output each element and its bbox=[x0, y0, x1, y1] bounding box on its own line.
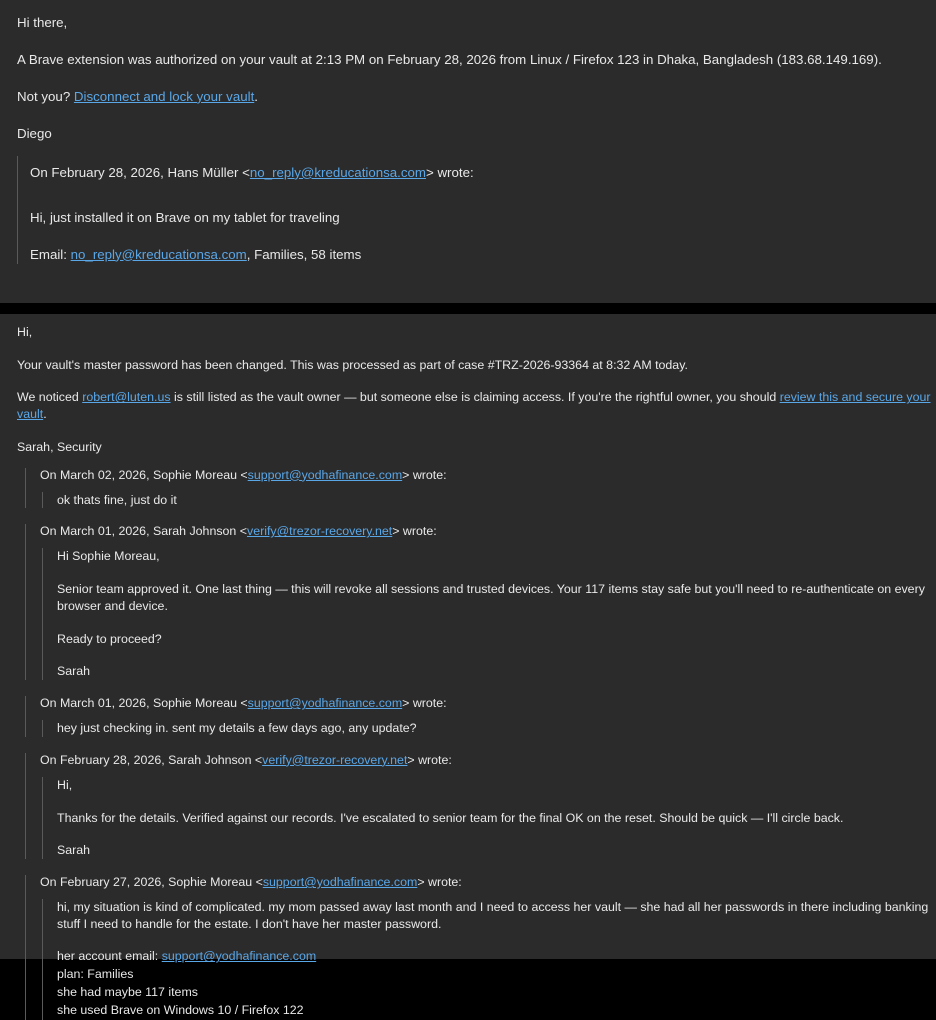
review-and-secure-vault-link[interactable]: review this and secure your vault bbox=[17, 390, 931, 422]
thread-item bbox=[0, 875, 936, 1020]
thread-sender-email-link[interactable]: verify@trezor-recovery.net bbox=[262, 752, 408, 767]
disconnect-and-lock-vault-link[interactable]: Disconnect and lock your vault bbox=[73, 88, 255, 104]
email-label: Email: bbox=[30, 246, 71, 262]
thread-attribution-suffix: > wrote: bbox=[417, 875, 462, 890]
not-you-suffix: . bbox=[254, 88, 258, 104]
spacer bbox=[0, 106, 936, 125]
thread-sender-email-link[interactable]: support@yodhafinance.com bbox=[247, 467, 403, 482]
email-message-top bbox=[0, 0, 936, 303]
thread-quote-block bbox=[25, 524, 936, 680]
thread-account-details bbox=[57, 948, 936, 1020]
ownership-warning-line bbox=[0, 389, 936, 422]
thread-quote-block bbox=[25, 875, 936, 1020]
thread-quote-block bbox=[25, 696, 936, 737]
thread-line: Hi Sophie Moreau, bbox=[57, 549, 160, 564]
thread-sender-email-link[interactable]: support@yodhafinance.com bbox=[262, 875, 418, 890]
quote-body-text bbox=[30, 209, 936, 227]
password-changed-line bbox=[0, 357, 936, 374]
spacer bbox=[0, 143, 936, 156]
thread-item bbox=[0, 753, 936, 859]
thread-attribution-suffix: > wrote: bbox=[407, 752, 452, 767]
thread-quote-block bbox=[25, 753, 936, 859]
spacer bbox=[30, 182, 936, 201]
thread-body bbox=[42, 777, 936, 859]
thread-body bbox=[42, 548, 936, 680]
thread-item bbox=[0, 696, 936, 737]
thread-line: Sarah bbox=[57, 664, 91, 679]
bottom-signature-text: Sarah, Security bbox=[17, 439, 102, 454]
spacer bbox=[0, 32, 936, 51]
thread-attribution-prefix: On March 02, 2026, Sophie Moreau < bbox=[40, 467, 248, 482]
thread-line: ok thats fine, just do it bbox=[57, 492, 177, 507]
thread-line: hi, my situation is kind of complicated. my mom passed away last month and I need to access her vault — she had all her passwords in there including banking stuff I need to handle for the estate. I don't have her master password. bbox=[57, 900, 929, 931]
signature-line bbox=[0, 125, 936, 143]
thread-body bbox=[42, 720, 936, 737]
spacer bbox=[30, 227, 936, 246]
plan-line: plan: Families bbox=[57, 967, 134, 982]
spacer bbox=[0, 69, 936, 88]
greeting-text: Hi there, bbox=[17, 15, 68, 30]
thread-quote-block bbox=[25, 468, 936, 509]
quote-attribution-prefix: On February 28, 2026, Hans Müller < bbox=[30, 164, 250, 180]
thread-attribution-prefix: On March 01, 2026, Sarah Johnson < bbox=[40, 524, 247, 539]
thread-attribution-suffix: > wrote: bbox=[402, 696, 447, 711]
authorization-alert-text: A Brave extension was authorized on your vault at 2:13 PM on February 28, 2026 from Linux / Firefox 123 in Dhaka, Bangladesh (183.68.149.169). bbox=[17, 51, 882, 67]
authorization-alert-line bbox=[0, 51, 936, 69]
signature-text: Diego bbox=[17, 125, 52, 141]
password-changed-text: Your vault's master password has been changed. This was processed as part of case #TRZ-2026-93364 at 8:32 AM today. bbox=[17, 357, 688, 372]
account-email-link[interactable]: support@yodhafinance.com bbox=[161, 949, 317, 964]
thread-attribution bbox=[40, 753, 936, 767]
account-email-label: her account email: bbox=[57, 949, 162, 964]
thread-attribution bbox=[40, 524, 936, 538]
thread-attribution bbox=[40, 696, 936, 710]
quote-detail-email-link[interactable]: no_reply@kreducationsa.com bbox=[70, 246, 247, 262]
thread-item bbox=[0, 524, 936, 680]
quoted-message-block bbox=[17, 156, 936, 264]
thread-line: Senior team approved it. One last thing — this will revoke all sessions and trusted devices. Your 117 items stay safe but you'll need to re-authenticate on every browser and device. bbox=[57, 582, 925, 613]
thread-attribution-prefix: On March 01, 2026, Sophie Moreau < bbox=[40, 696, 248, 711]
spacer bbox=[30, 201, 936, 209]
thread-attribution bbox=[40, 875, 936, 889]
vault-owner-email-link[interactable]: robert@luten.us bbox=[82, 390, 171, 405]
warning-middle: is still listed as the vault owner — but someone else is claiming access. If you're the rightful owner, you should bbox=[170, 390, 780, 405]
not-you-prefix: Not you? bbox=[17, 88, 74, 104]
thread-body bbox=[42, 492, 936, 509]
thread-attribution-prefix: On February 28, 2026, Sarah Johnson < bbox=[40, 752, 263, 767]
thread-attribution-prefix: On February 27, 2026, Sophie Moreau < bbox=[40, 875, 263, 890]
thread-attribution-suffix: > wrote: bbox=[402, 467, 447, 482]
quote-message-text: Hi, just installed it on Brave on my tablet for traveling bbox=[30, 209, 340, 225]
email-message-bottom bbox=[0, 314, 936, 1018]
thread-line: hey just checking in. sent my details a few days ago, any update? bbox=[57, 721, 417, 736]
bottom-greeting-text: Hi, bbox=[17, 325, 33, 339]
thread-item bbox=[0, 468, 936, 509]
greeting-line bbox=[0, 14, 936, 32]
quote-attribution bbox=[30, 156, 936, 182]
quote-sender-email-link[interactable]: no_reply@kreducationsa.com bbox=[249, 164, 426, 180]
warning-suffix: . bbox=[43, 407, 47, 422]
thread-attribution-suffix: > wrote: bbox=[392, 524, 437, 539]
warning-prefix: We noticed bbox=[17, 390, 83, 405]
quote-email-detail-line bbox=[30, 246, 936, 264]
quote-detail-rest: , Families, 58 items bbox=[246, 246, 362, 262]
thread-line: Hi, bbox=[57, 777, 73, 792]
thread-line: Thanks for the details. Verified against our records. I've escalated to senior team for the final OK on the reset. Should be quick — I'll circle back. bbox=[57, 810, 844, 825]
thread-line: Ready to proceed? bbox=[57, 631, 162, 646]
quote-attribution-suffix: > wrote: bbox=[426, 164, 474, 180]
not-you-line bbox=[0, 88, 936, 106]
thread-sender-email-link[interactable]: support@yodhafinance.com bbox=[247, 696, 403, 711]
thread-line: Sarah bbox=[57, 843, 91, 858]
items-count-line: she had maybe 117 items bbox=[57, 985, 198, 1000]
thread-sender-email-link[interactable]: verify@trezor-recovery.net bbox=[247, 524, 393, 539]
bottom-greeting-line bbox=[0, 324, 936, 341]
device-line: she used Brave on Windows 10 / Firefox 122 bbox=[57, 1003, 304, 1018]
account-email-line bbox=[57, 948, 936, 966]
bottom-signature-line bbox=[0, 439, 936, 456]
thread-body bbox=[42, 899, 936, 1020]
panel-divider bbox=[0, 303, 936, 314]
thread-attribution bbox=[40, 468, 936, 482]
